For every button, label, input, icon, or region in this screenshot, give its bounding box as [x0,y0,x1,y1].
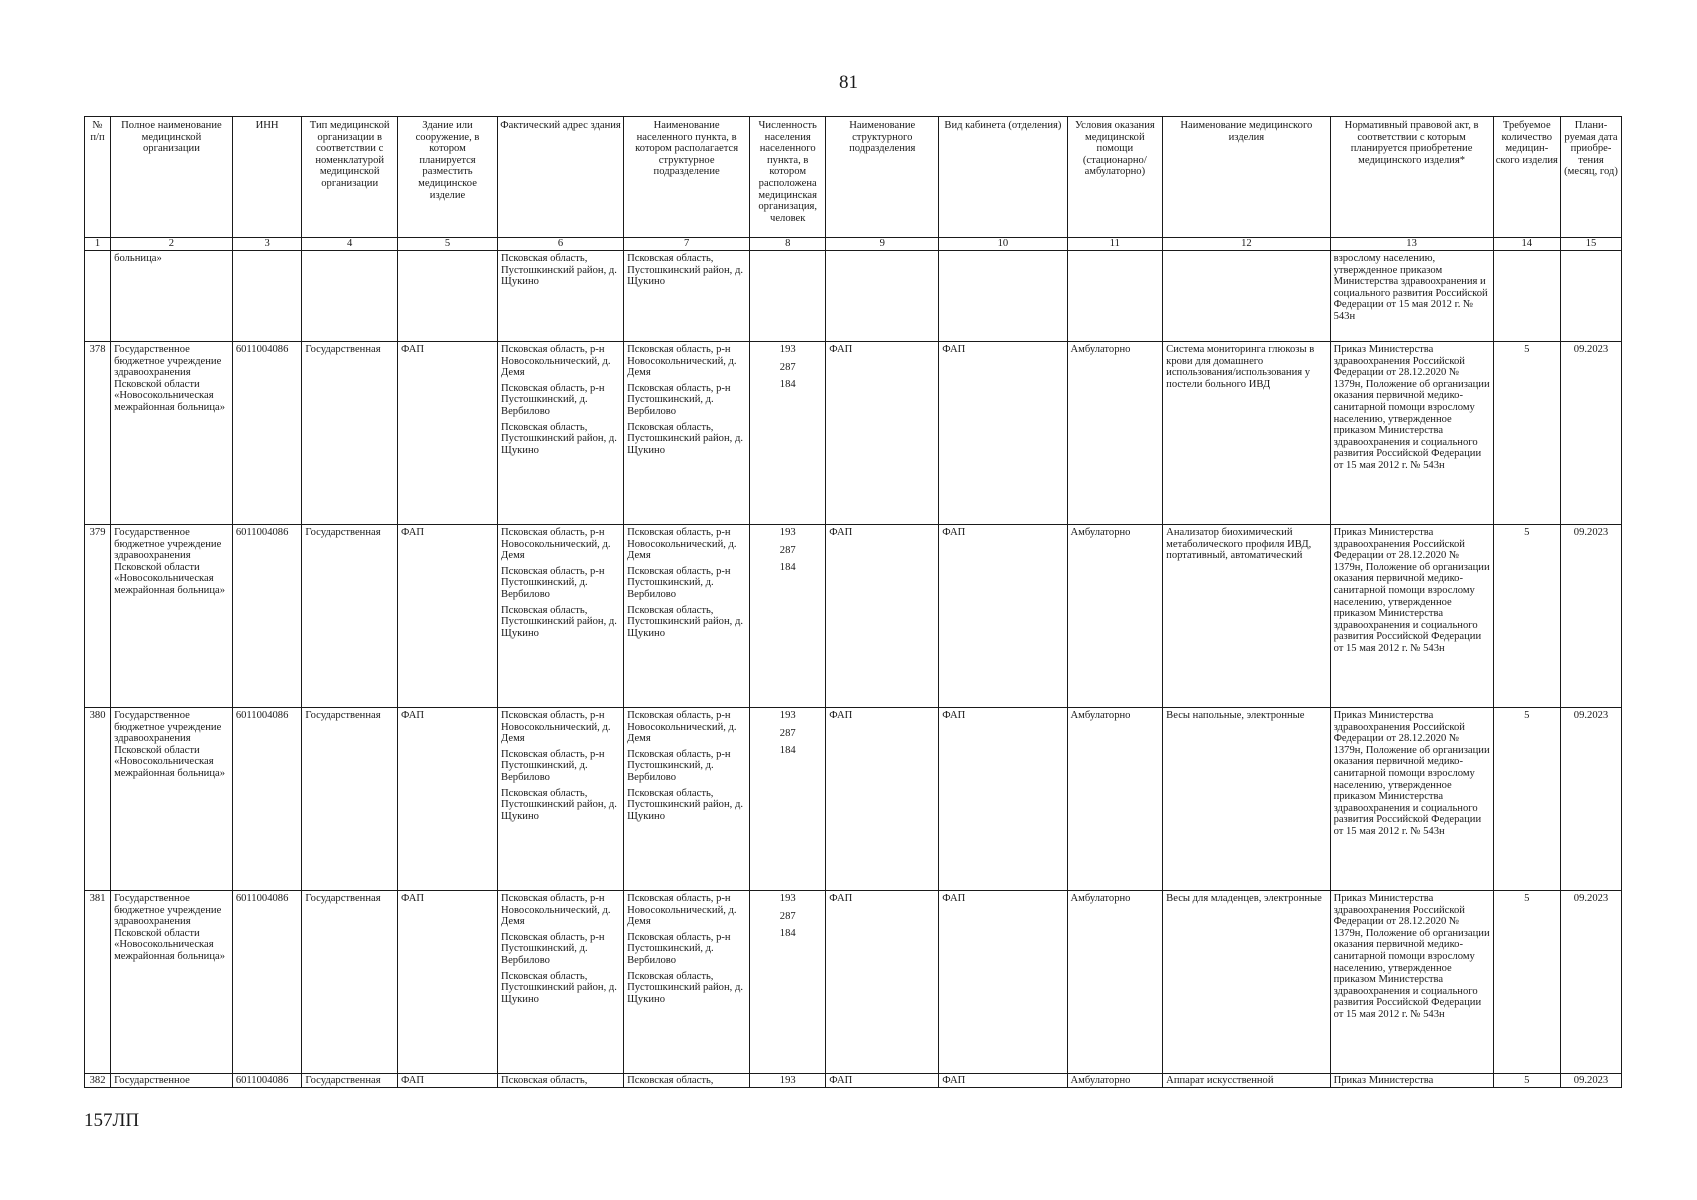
column-number: 3 [232,238,302,251]
org-name: Государственное [111,1074,233,1088]
device: Весы для младенцев, электронные [1163,891,1330,1074]
header-cell: Наименование населенного пункта, в котором располагается структурное подразделение [624,117,750,238]
column-number: 13 [1330,238,1493,251]
device: Весы напольные, электронные [1163,708,1330,891]
locality-line: Псковская область, р-н Пустошкинский, д. Вербилово [627,931,731,966]
subdivision: ФАП [826,708,939,891]
header-cell: Численность населения населенного пункта, в котором расположена медицинская организация, человек [750,117,826,238]
population [750,891,826,1074]
planned-date: 09.2023 [1561,1074,1622,1088]
org-type: Государственная [302,891,398,1074]
legal-act: Приказ Министерства здравоохранения Российской Федерации от 28.12.2020 № 1379н, Положение об организации оказания первичной медико-санитарной помощи взрослому населению, утвержденное приказом Министерства здравоохранения и социального развития Российской Федерации от 15 мая 2012 г. № 543н [1330,708,1493,891]
address-line: Псковская область, Пустошкинский район, д. Щукино [501,604,617,639]
column-number: 9 [826,238,939,251]
column-number: 4 [302,238,398,251]
header-cell: Вид кабинета (отделения) [939,117,1067,238]
footer-code: 157ЛП [84,1110,140,1131]
row-number: 379 [85,525,111,708]
locality [624,525,750,708]
header-cell: Здание или сооружение, в котором планируется разместить медицинское изделие [398,117,498,238]
header-cell: Наименование структурного подразделения [826,117,939,238]
table-row [85,891,1622,1074]
cabinet: ФАП [939,891,1067,1074]
locality-line: Псковская область, Пустошкинский район, д. Щукино [627,421,743,456]
inn: 6011004086 [232,891,302,1074]
locality-line: Псковская область, Пустошкинский район, д. Щукино [627,787,743,822]
population [750,708,826,891]
row-number: 382 [85,1074,111,1088]
quantity: 5 [1493,525,1560,708]
locality-line: Псковская область, р-н Новосокольнический, д. Демя [627,710,737,745]
org-name: больница» [111,251,233,342]
org-type [302,251,398,342]
locality-line: Псковская область, р-н Пустошкинский, д. Вербилово [627,748,731,783]
device [1163,251,1330,342]
row-number [85,251,111,342]
address [498,251,624,342]
address [498,342,624,525]
column-number: 12 [1163,238,1330,251]
conditions: Амбулаторно [1067,1074,1163,1088]
population-value: 287 [779,361,796,373]
header-cell: Фактический адрес здания [498,117,624,238]
device: Система мониторинга глюкозы в крови для домашнего использования/использования у постели больного ИВД [1163,342,1330,525]
legal-act: Приказ Министерства здравоохранения Российской Федерации от 28.12.2020 № 1379н, Положение об организации оказания первичной медико-санитарной помощи взрослому населению, утвержденное приказом Министерства здравоохранения и социального развития Российской Федерации от 15 мая 2012 г. № 543н [1330,525,1493,708]
building: ФАП [398,708,498,891]
locality [624,342,750,525]
building: ФАП [398,525,498,708]
column-number: 2 [111,238,233,251]
column-number: 11 [1067,238,1163,251]
address-line: Псковская область, Пустошкинский район, д. Щукино [501,970,617,1005]
cabinet: ФАП [939,342,1067,525]
legal-act: Приказ Министерства здравоохранения Российской Федерации от 28.12.2020 № 1379н, Положение об организации оказания первичной медико-санитарной помощи взрослому населению, утвержденное приказом Министерства здравоохранения и социального развития Российской Федерации от 15 мая 2012 г. № 543н [1330,891,1493,1074]
planned-date: 09.2023 [1561,891,1622,1074]
inn: 6011004086 [232,342,302,525]
population-value: 193 [779,893,796,904]
quantity: 5 [1493,1074,1560,1088]
inn: 6011004086 [232,708,302,891]
population-value: 287 [779,544,796,556]
address-line: Псковская область, р-н Пустошкинский, д. Вербилово [501,931,605,966]
column-number: 14 [1493,238,1560,251]
org-name: Государственное бюджетное учреждение здравоохранения Псковской области «Новосокольническая межрайонная больница» [111,891,233,1074]
column-number: 8 [750,238,826,251]
address-line: Псковская область, Пустошкинский район, д. Щукино [501,421,617,456]
row-number: 378 [85,342,111,525]
locality: Псковская область, [624,1074,750,1088]
conditions: Амбулаторно [1067,525,1163,708]
row-number: 380 [85,708,111,891]
column-number: 1 [85,238,111,251]
locality-line: Псковская область, р-н Новосокольнический, д. Демя [627,893,737,928]
locality-line: Псковская область, р-н Новосокольнический, д. Демя [627,344,737,379]
quantity: 5 [1493,342,1560,525]
address-line: Псковская область, р-н Пустошкинский, д. Вербилово [501,748,605,783]
header-cell: ИНН [232,117,302,238]
address [498,891,624,1074]
building: ФАП [398,891,498,1074]
cabinet: ФАП [939,525,1067,708]
population-value: 193 [779,527,796,538]
inn [232,251,302,342]
org-type: Государственная [302,342,398,525]
header-cell: Требуемое количество медицин-ского изделия [1493,117,1560,238]
address-line: Псковская область, Пустошкинский район, д. Щукино [501,253,617,288]
legal-act: взрослому населению, утвержденное приказом Министерства здравоохранения и социального развития Российской Федерации от 15 мая 2012 г. № 543н [1330,251,1493,342]
header-row [85,117,1622,238]
cabinet [939,251,1067,342]
address-line: Псковская область, р-н Новосокольнический, д. Демя [501,893,611,928]
locality-line: Псковская область, р-н Новосокольнический, д. Демя [627,527,737,562]
table-row [85,342,1622,525]
quantity: 5 [1493,891,1560,1074]
address [498,708,624,891]
org-type: Государственная [302,1074,398,1088]
header-cell: Нормативный правовой акт, в соответствии с которым планируется приобретение медицинского изделия* [1330,117,1493,238]
quantity [1493,251,1560,342]
population-value: 287 [779,910,796,922]
cabinet: ФАП [939,708,1067,891]
address: Псковская область, [498,1074,624,1088]
table-row-partial [85,1074,1622,1088]
building [398,251,498,342]
population-value: 184 [779,379,796,391]
device: Анализатор биохимический метаболического профиля ИВД, портативный, автоматический [1163,525,1330,708]
planned-date: 09.2023 [1561,525,1622,708]
subdivision: ФАП [826,1074,939,1088]
population-value: 193 [779,344,796,355]
locality-line: Псковская область, Пустошкинский район, д. Щукино [627,970,743,1005]
address-line: Псковская область, Пустошкинский район, д. Щукино [501,787,617,822]
locality [624,251,750,342]
org-name: Государственное бюджетное учреждение здравоохранения Псковской области «Новосокольническая межрайонная больница» [111,525,233,708]
locality [624,891,750,1074]
device: Аппарат искусственной [1163,1074,1330,1088]
address-line: Псковская область, р-н Пустошкинский, д. Вербилово [501,382,605,417]
column-number: 15 [1561,238,1622,251]
continuation-row [85,251,1622,342]
header-cell: Наименование медицинского изделия [1163,117,1330,238]
building: ФАП [398,342,498,525]
population: 193 [750,1074,826,1088]
population [750,251,826,342]
org-name: Государственное бюджетное учреждение здравоохранения Псковской области «Новосокольническая межрайонная больница» [111,708,233,891]
quantity: 5 [1493,708,1560,891]
population-value: 193 [779,710,796,721]
address-line: Псковская область, р-н Новосокольнический, д. Демя [501,710,611,745]
column-number: 6 [498,238,624,251]
locality [624,708,750,891]
page-number: 81 [839,72,858,93]
inn: 6011004086 [232,525,302,708]
equipment-table [84,116,1622,1088]
org-name: Государственное бюджетное учреждение здравоохранения Псковской области «Новосокольническая межрайонная больница» [111,342,233,525]
population-value: 287 [779,727,796,739]
locality-line: Псковская область, Пустошкинский район, д. Щукино [627,253,743,288]
population-value: 184 [779,562,796,574]
locality-line: Псковская область, Пустошкинский район, д. Щукино [627,604,743,639]
conditions [1067,251,1163,342]
locality-line: Псковская область, р-н Пустошкинский, д. Вербилово [627,565,731,600]
row-number: 381 [85,891,111,1074]
subdivision [826,251,939,342]
column-number: 5 [398,238,498,251]
conditions: Амбулаторно [1067,342,1163,525]
locality-line: Псковская область, р-н Пустошкинский, д. Вербилово [627,382,731,417]
column-number: 10 [939,238,1067,251]
header-cell: Условия оказания медицинской помощи (стационарно/ амбулаторно) [1067,117,1163,238]
column-number: 7 [624,238,750,251]
subdivision: ФАП [826,342,939,525]
legal-act: Приказ Министерства [1330,1074,1493,1088]
table-row [85,525,1622,708]
subdivision: ФАП [826,891,939,1074]
column-number-row [85,238,1622,251]
population [750,342,826,525]
header-cell: Полное наименование медицинской организации [111,117,233,238]
subdivision: ФАП [826,525,939,708]
org-type: Государственная [302,525,398,708]
population-value: 184 [779,928,796,940]
address-line: Псковская область, р-н Новосокольнический, д. Демя [501,527,611,562]
inn: 6011004086 [232,1074,302,1088]
planned-date [1561,251,1622,342]
planned-date: 09.2023 [1561,708,1622,891]
conditions: Амбулаторно [1067,708,1163,891]
population-value: 184 [779,745,796,757]
planned-date: 09.2023 [1561,342,1622,525]
address [498,525,624,708]
header-cell: Плани-руемая дата приобре-тения (месяц, год) [1561,117,1622,238]
address-line: Псковская область, р-н Новосокольнический, д. Демя [501,344,611,379]
cabinet: ФАП [939,1074,1067,1088]
building: ФАП [398,1074,498,1088]
table-row [85,708,1622,891]
org-type: Государственная [302,708,398,891]
header-cell: № п/п [85,117,111,238]
legal-act: Приказ Министерства здравоохранения Российской Федерации от 28.12.2020 № 1379н, Положение об организации оказания первичной медико-санитарной помощи взрослому населению, утвержденное приказом Министерства здравоохранения и социального развития Российской Федерации от 15 мая 2012 г. № 543н [1330,342,1493,525]
address-line: Псковская область, р-н Пустошкинский, д. Вербилово [501,565,605,600]
header-cell: Тип медицинской организации в соответствии с номенклатурой медицинской организации [302,117,398,238]
conditions: Амбулаторно [1067,891,1163,1074]
population [750,525,826,708]
